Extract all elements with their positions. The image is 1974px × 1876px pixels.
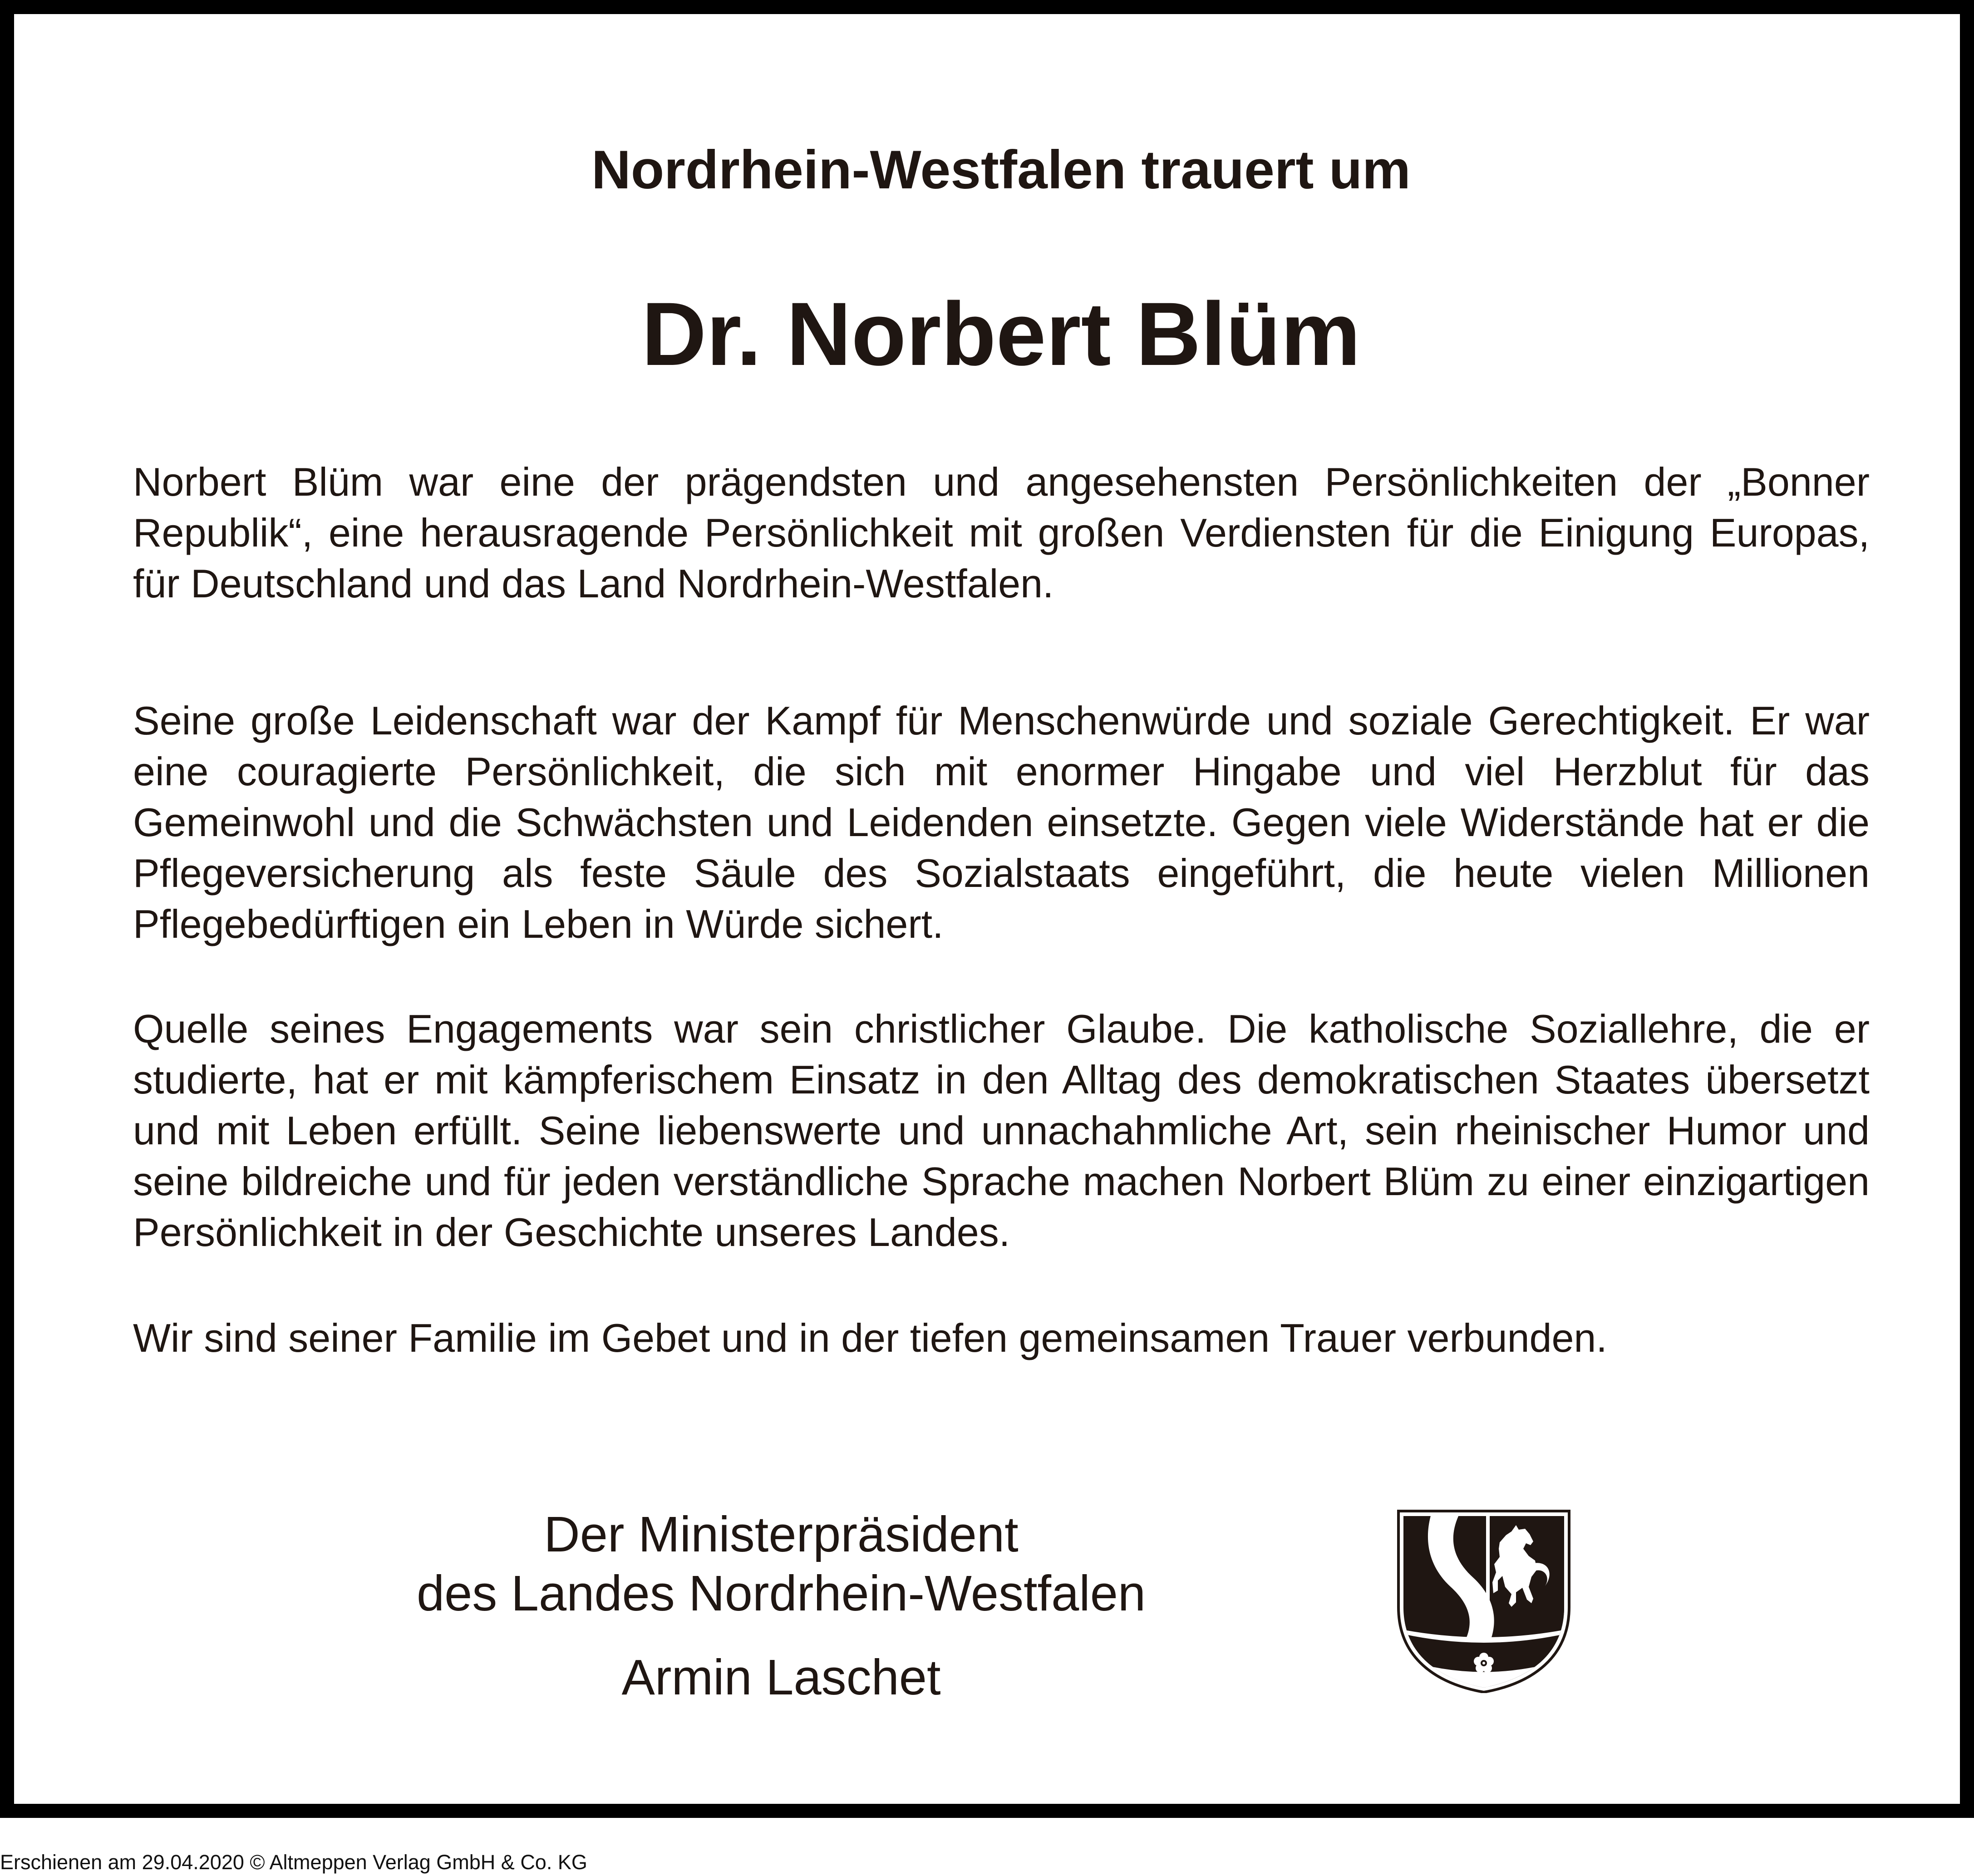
nrw-coat-of-arms-icon <box>1397 1510 1570 1693</box>
publication-note: Erschienen am 29.04.2020 © Altmeppen Verlag GmbH & Co. KG <box>0 1851 587 1874</box>
paragraph-1: Norbert Blüm war eine der prägendsten und angesehensten Persönlichkeiten der „Bonner Republik“, eine herausragende Persönlichkeit mit großen Verdiensten für die Einigung Europas, für Deutschland und das Land Nordrhein-Westfalen. <box>133 459 1870 606</box>
deceased-name: Dr. Norbert Blüm <box>641 284 1361 384</box>
paragraph-3: Quelle seines Engagements war sein christlicher Glaube. Die katholische Soziallehre, die er studierte, hat er mit kämpferischem Einsatz in den Alltag des demokratischen Staates übersetzt und mit Leben erfüllt. Seine liebenswerte und unnachahmliche Art, sein rheinischer Humor und seine bildreiche und für jeden verständliche Sprache machen Norbert Blüm zu einer einzigartigen Persönlichkeit in der Geschichte unseres Landes. <box>133 1006 1870 1255</box>
signature-title-line-1: Der Ministerpräsident <box>544 1507 1019 1562</box>
signature-title-line-2: des Landes Nordrhein-Westfalen <box>416 1566 1146 1621</box>
paragraph-4: Wir sind seiner Familie im Gebet und in der tiefen gemeinsamen Trauer verbunden. <box>133 1315 1607 1360</box>
paragraph-2: Seine große Leidenschaft war der Kampf für Menschenwürde und soziale Gerechtigkeit. Er war eine couragierte Persönlichkeit, die sich mit enormer Hingabe und viel Herzblut für das Gemeinwohl und die Schwächsten und Leidenden einsetzte. Gegen viele Widerstände hat er die Pflegeversicherung als feste Säule des Sozialstaats eingeführt, die heute vielen Millionen Pflegebedürftigen ein Leben in Würde sichert. <box>133 698 1870 946</box>
obituary-subtitle: Nordrhein-Westfalen trauert um <box>591 139 1411 200</box>
signature-name: Armin Laschet <box>621 1650 941 1705</box>
